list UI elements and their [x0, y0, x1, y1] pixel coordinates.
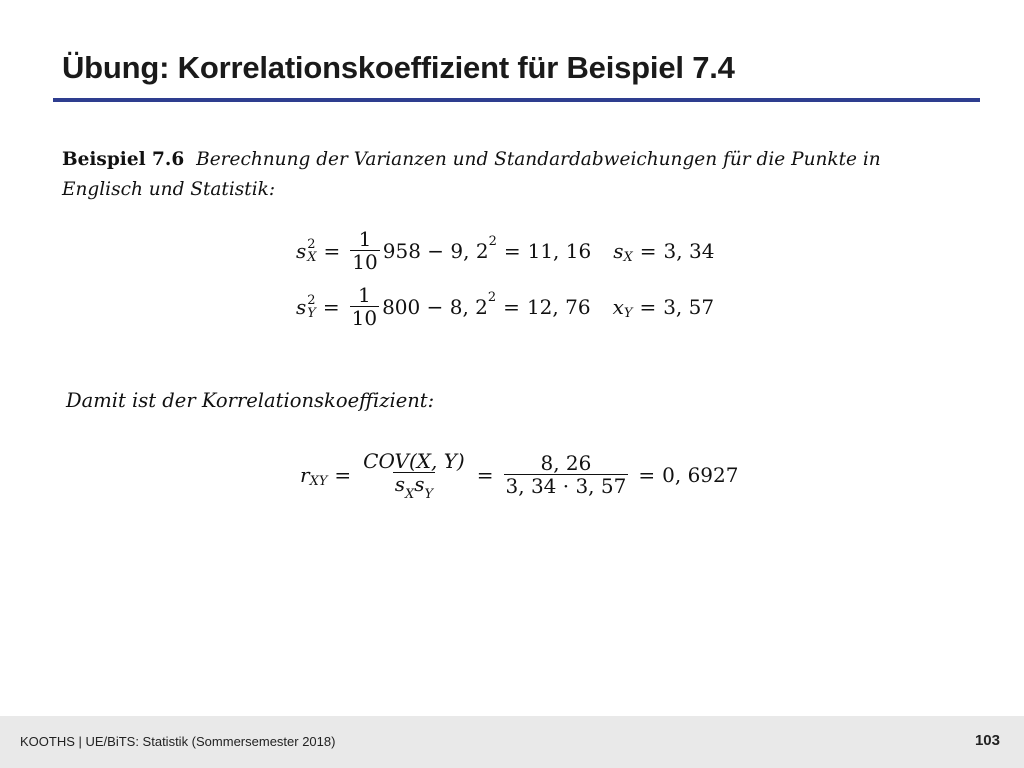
- sd-y-sub: Y: [424, 487, 434, 502]
- footer-text: KOOTHS | UE/BiTS: Statistik (Sommersemester 2018): [20, 734, 336, 749]
- numerator-value: 8, 26: [540, 451, 592, 475]
- correlation-formula: [300, 449, 739, 502]
- example-text: Berechnung der Varianzen und Standardabweichungen für die Punkte in Englisch und Statistik:: [62, 149, 881, 200]
- denominator: 10: [352, 250, 378, 274]
- correlation-result: 0, 6927: [662, 462, 739, 487]
- r-subscript: XY: [309, 474, 328, 489]
- equals: =: [322, 294, 340, 319]
- term-exponent: 2: [488, 234, 497, 249]
- sd-var: x: [612, 294, 624, 319]
- fraction: [350, 228, 379, 273]
- term-exponent: 2: [487, 290, 497, 305]
- example-label: Beispiel 7.6: [62, 149, 185, 170]
- term: 800 − 8, 2: [382, 294, 488, 319]
- sd-y-var: s: [414, 472, 425, 496]
- variance-result: 12, 76: [526, 294, 591, 319]
- term: 958 − 9, 2: [382, 238, 489, 263]
- exponent: 2: [307, 236, 316, 252]
- equals: =: [639, 238, 657, 263]
- page-number: 103: [974, 732, 1000, 749]
- sd-subscript: X: [623, 250, 633, 265]
- sup-sub-stack: [307, 238, 316, 264]
- var-s: s: [296, 294, 307, 319]
- var-r: r: [300, 462, 310, 487]
- slide-title: Übung: Korrelationskoeffizient für Beispiel 7.4: [62, 50, 735, 85]
- equals: =: [639, 294, 657, 319]
- sd-var: s: [613, 238, 624, 263]
- sd-value: 3, 34: [663, 238, 715, 263]
- equals: =: [476, 462, 494, 487]
- equals: =: [323, 238, 341, 263]
- subscript: Y: [307, 305, 316, 321]
- sup-sub-stack: [307, 294, 316, 320]
- sd-value: 3, 57: [663, 294, 715, 319]
- denominator-value: 3, 34 · 3, 57: [505, 474, 627, 498]
- exponent: 2: [307, 292, 316, 308]
- equals: =: [334, 462, 352, 487]
- variance-result: 11, 16: [527, 238, 592, 263]
- numerator: 1: [358, 227, 372, 251]
- variance-formula-y: [296, 284, 714, 329]
- equals: =: [503, 238, 521, 263]
- numerator: 1: [357, 283, 371, 307]
- fraction: [350, 284, 379, 329]
- numerator-cov: COV(X, Y): [363, 449, 465, 473]
- sd-subscript: Y: [623, 306, 633, 321]
- fraction-cov: [361, 449, 467, 502]
- denominator: 10: [351, 306, 378, 330]
- example-paragraph: [62, 145, 922, 205]
- title-divider: [53, 98, 980, 102]
- equals: =: [503, 294, 520, 319]
- var-s: s: [296, 238, 307, 263]
- subscript: X: [307, 249, 317, 265]
- equals: =: [638, 462, 656, 487]
- conclusion-text: Damit ist der Korrelationskoeffizient:: [66, 389, 435, 412]
- sd-x-var: s: [394, 472, 406, 496]
- fraction-values: [504, 452, 629, 497]
- denominator-sd: [393, 472, 435, 502]
- sd-x-sub: X: [405, 487, 415, 502]
- variance-formula-x: [296, 228, 714, 273]
